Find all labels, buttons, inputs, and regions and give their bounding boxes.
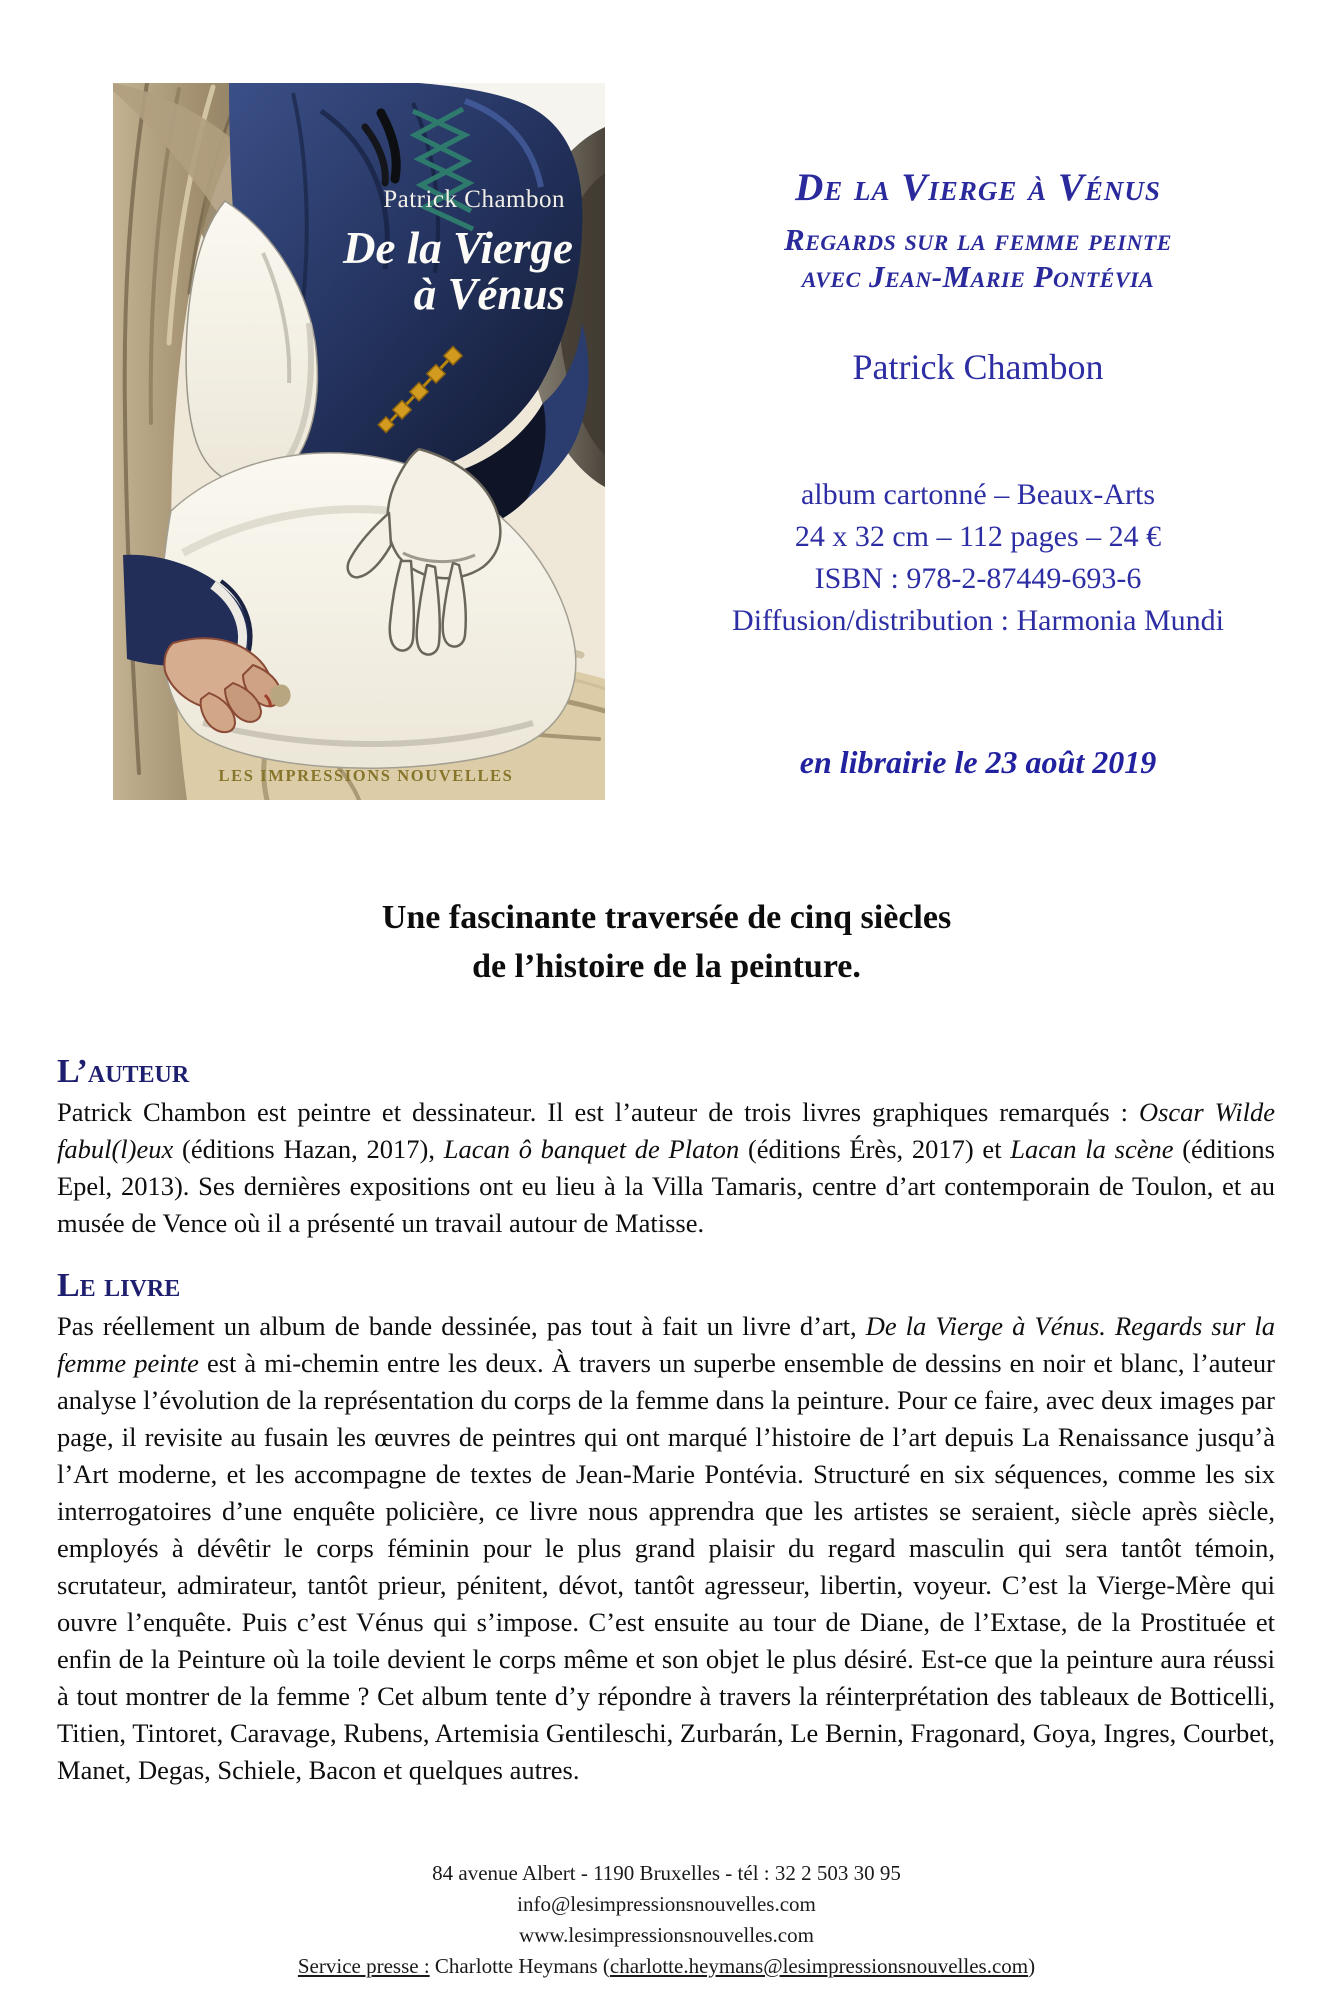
book-seg-2: est à mi-chemin entre les deux. À travers un superbe ensemble de dessins en noir et blanc, l’auteur analyse l’évolution de la représentation du corps de la femme dans la peinture. Pour ce faire, avec deux images par page, il revisite au fusain les œuvres de peintres qui ont marqué l’histoire de l’art depuis La Renaissance jusqu’à l’Art moderne, et les accompagne de textes de Jean-Marie Pontévia. Structuré en six séquences, comme les six interrogatoires d’une enquête policière, ce livre nous apprendra que les artistes se seraient, siècle après siècle, employés à dévêtir le corps féminin pour le plus grand plaisir du regard masculin qui sera tantôt témoin, scrutateur, admirateur, tantôt prieur, pénitent, dévot, tantôt agresseur, libertin, voyeur. C’est la Vierge-Mère qui ouvre l’enquête. Puis c’est Vénus qui s’impose. C’est ensuite au tour de Diane, de l’Extase, de la Prostituée et enfin de la Peinture où la toile devient le corps même et son objet le plus désiré. Est-ce que la peinture aura réussi à tout montrer de la femme ? Cet album tente d’y répondre à travers la réinterprétation des tableaux de Botticelli, Titien, Tintoret, Caravage, Rubens, Artemisia Gentileschi, Zurbarán, Le Bernin, Fragonard, Goya, Ingres, Courbet, Manet, Degas, Schiele, Bacon et quelques autres. xyxy=(57,1348,1275,1785)
footer-press-suffix: ) xyxy=(1028,1954,1036,1978)
headline-line2: de l’histoire de la peinture. xyxy=(472,948,861,985)
footer-press-line xyxy=(0,1951,1333,1982)
section-book-paragraph xyxy=(57,1308,1275,1789)
cover-title-line1: De la Vierge xyxy=(343,223,573,273)
spec-distribution: Diffusion/distribution : Harmonia Mundi xyxy=(732,604,1224,637)
author-seg-6: (éditions Epel, 2013). Ses dernières expositions ont eu lieu à la Villa Tamaris, centre d’art contemporain de Toulon, et au musée de Vence où il a présenté un travail autour de Matisse. xyxy=(57,1134,1275,1238)
book-cover-art xyxy=(113,83,605,800)
cover-title-line2: à Vénus xyxy=(413,269,565,319)
author-seg-3: Lacan ô banquet de Platon xyxy=(443,1134,740,1164)
book-specs xyxy=(628,474,1328,642)
footer-email: info@lesimpressionsnouvelles.com xyxy=(517,1892,816,1916)
footer-press-email-link[interactable]: charlotte.heymans@lesimpressionsnouvelles.com xyxy=(609,1954,1029,1978)
spec-isbn: ISBN : 978-2-87449-693-6 xyxy=(814,562,1142,595)
body-sections xyxy=(57,1052,1275,1789)
author-seg-4: (éditions Érès, 2017) et xyxy=(739,1134,1011,1164)
author-seg-2: (éditions Hazan, 2017), xyxy=(173,1134,444,1164)
headline-line1: Une fascinante traversée de cinq siècles xyxy=(381,899,952,936)
footer xyxy=(0,1858,1333,1982)
book-coauthor-line: avec Jean-Marie Pontévia xyxy=(801,259,1155,294)
footer-press-contact: Charlotte Heymans ( xyxy=(429,1954,610,1978)
book-seg-1: De la Vierge à Vénus. Regards sur la femme peinte xyxy=(57,1311,1275,1378)
book-author: Patrick Chambon xyxy=(852,347,1104,387)
footer-address: 84 avenue Albert - 1190 Bruxelles - tél : 32 2 503 30 95 xyxy=(432,1861,901,1885)
section-author-paragraph xyxy=(57,1094,1275,1242)
section-heading-book: Le livre xyxy=(57,1267,181,1304)
book-seg-0: Pas réellement un album de bande dessinée, pas tout à fait un livre d’art, xyxy=(57,1311,866,1341)
author-seg-5: Lacan la scène xyxy=(1010,1134,1174,1164)
author-seg-1: Oscar Wilde fabul(l)eux xyxy=(57,1097,1276,1164)
book-subtitle: Regards sur la femme peinte xyxy=(784,222,1172,257)
section-heading-author: L’auteur xyxy=(57,1053,190,1090)
book-cover xyxy=(113,83,605,800)
spec-dimensions-price: 24 x 32 cm – 112 pages – 24 € xyxy=(794,520,1162,553)
author-seg-0: Patrick Chambon est peintre et dessinateur. Il est l’auteur de trois livres graphiques remarqués : xyxy=(57,1097,1139,1127)
footer-press-label: Service presse : xyxy=(297,1954,430,1978)
spec-format: album cartonné – Beaux-Arts xyxy=(800,478,1156,511)
footer-website: www.lesimpressionsnouvelles.com xyxy=(519,1923,814,1947)
release-date: en librairie le 23 août 2019 xyxy=(799,744,1157,780)
headline xyxy=(0,893,1333,991)
cover-author-name: Patrick Chambon xyxy=(383,186,565,213)
cover-publisher-name: LES IMPRESSIONS NOUVELLES xyxy=(218,766,514,785)
book-title: De la Vierge à Vénus xyxy=(795,166,1161,209)
